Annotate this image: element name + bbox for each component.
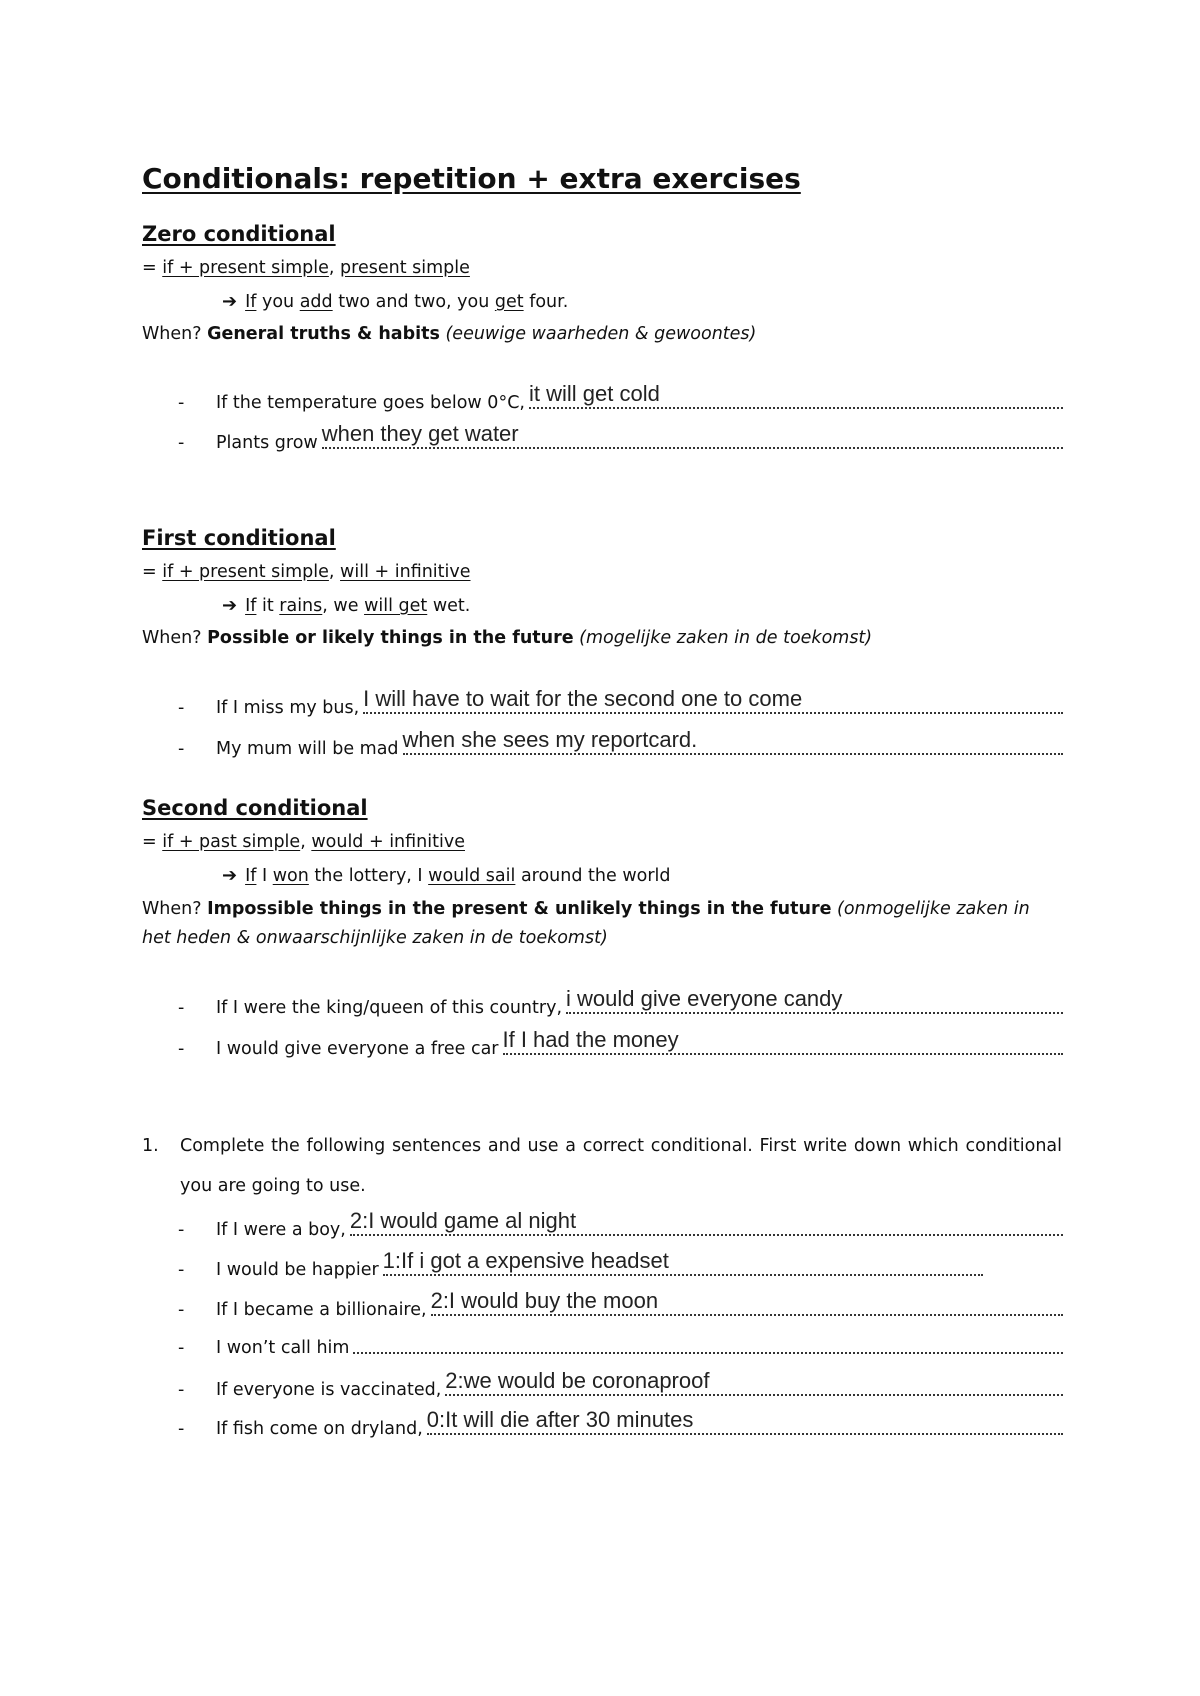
example-text: the lottery, I [308, 866, 429, 886]
answer-field[interactable] [502, 1027, 1064, 1055]
answer-text: when they get water [321, 421, 519, 446]
list-dash: - [178, 1419, 185, 1439]
answer-field[interactable] [349, 1208, 1063, 1236]
second-conditional-example [222, 865, 671, 886]
formula-separator: , [328, 562, 341, 582]
when-label: When? [142, 899, 208, 919]
list-dash: - [178, 698, 185, 718]
exercise-prompt: Plants grow [216, 433, 318, 453]
zero-conditional-heading: Zero conditional [142, 222, 336, 246]
example-text: I [256, 866, 273, 886]
formula-part-a: if + present simple [162, 258, 329, 278]
task-row [178, 1368, 1063, 1400]
formula-separator: , [300, 832, 312, 852]
exercise-row [178, 986, 1063, 1018]
formula-equals: = [142, 258, 163, 278]
usage-description: Possible or likely things in the future [207, 628, 574, 648]
exercise-row [178, 686, 1063, 718]
list-dash: - [178, 1039, 185, 1059]
example-word: rains [279, 596, 323, 616]
list-dash: - [178, 393, 185, 413]
example-text: wet. [427, 596, 471, 616]
answer-text: 2:I would game al night [349, 1208, 577, 1233]
exercise-prompt: I would give everyone a free car [216, 1039, 499, 1059]
when-label: When? [142, 628, 208, 648]
answer-text: when she sees my reportcard. [402, 727, 698, 752]
first-conditional-example [222, 595, 470, 616]
formula-part-a: if + past simple [162, 832, 301, 852]
answer-field[interactable] [445, 1368, 1063, 1396]
answer-text: I will have to wait for the second one to come [363, 686, 803, 711]
formula-part-b: present simple [340, 258, 470, 278]
exercise-row [178, 727, 1063, 759]
answer-text: If I had the money [502, 1027, 679, 1052]
usage-translation: (mogelijke zaken in de toekomst) [573, 628, 873, 648]
formula-separator: , [328, 258, 341, 278]
answer-text: it will get cold [528, 381, 660, 406]
formula-part-b: will + infinitive [340, 562, 471, 582]
second-conditional-heading: Second conditional [142, 796, 368, 820]
exercise-prompt: If the temperature goes below 0°C, [216, 393, 525, 413]
task-instructions [142, 1126, 1062, 1206]
usage-description: Impossible things in the present & unlikely things in the future [207, 899, 832, 919]
arrow-icon: ➔ [222, 291, 238, 312]
answer-field[interactable] [430, 1288, 1063, 1316]
formula-part-a: if + present simple [162, 562, 329, 582]
example-word: would sail [428, 866, 516, 886]
answer-field[interactable] [528, 381, 1063, 409]
formula-equals: = [142, 832, 163, 852]
answer-field[interactable] [566, 986, 1063, 1014]
arrow-icon: ➔ [222, 595, 238, 616]
usage-description: General truths & habits [207, 324, 440, 344]
example-word: won [272, 866, 309, 886]
formula-equals: = [142, 562, 163, 582]
answer-text: i would give everyone candy [566, 986, 843, 1011]
zero-conditional-formula [142, 258, 470, 278]
first-conditional-heading: First conditional [142, 526, 336, 550]
example-text: it [256, 596, 280, 616]
example-text: two and two, you [332, 292, 495, 312]
task-number: 1. [142, 1136, 159, 1156]
first-conditional-formula [142, 562, 471, 582]
usage-translation: (onmogelijke zaken in het heden & onwaarschijnlijke zaken in de toekomst) [142, 899, 1030, 948]
exercise-prompt: I won’t call him [216, 1338, 350, 1358]
example-word: If [245, 292, 257, 312]
answer-field[interactable] [426, 1407, 1063, 1435]
page-title: Conditionals: repetition + extra exercises [142, 162, 801, 195]
list-dash: - [178, 433, 185, 453]
list-dash: - [178, 739, 185, 759]
task-row [178, 1208, 1063, 1240]
example-word: add [299, 292, 333, 312]
example-word: get [494, 292, 524, 312]
exercise-prompt: If fish come on dryland, [216, 1419, 423, 1439]
answer-text: 2:we would be coronaproof [445, 1368, 710, 1393]
example-text: , we [322, 596, 365, 616]
answer-field[interactable] [382, 1248, 983, 1276]
list-dash: - [178, 1300, 185, 1320]
answer-field[interactable] [353, 1330, 1063, 1354]
task-text: Complete the following sentences and use a correct conditional. First write down which conditional you are going to use. [180, 1136, 1062, 1196]
answer-text: 0:It will die after 30 minutes [426, 1407, 694, 1432]
exercise-prompt: If I became a billionaire, [216, 1300, 427, 1320]
answer-text: 1:If i got a expensive headset [382, 1248, 669, 1273]
exercise-row [178, 1027, 1063, 1059]
exercise-prompt: If I miss my bus, [216, 698, 360, 718]
formula-part-b: would + infinitive [311, 832, 465, 852]
answer-field[interactable] [402, 727, 1063, 755]
example-word: If [245, 596, 257, 616]
answer-field[interactable] [321, 421, 1063, 449]
second-conditional-formula [142, 832, 465, 852]
exercise-prompt: If everyone is vaccinated, [216, 1380, 442, 1400]
list-dash: - [178, 998, 185, 1018]
example-text: around the world [515, 866, 671, 886]
second-conditional-usage [142, 895, 1062, 953]
zero-conditional-example [222, 291, 568, 312]
example-text: four. [523, 292, 569, 312]
example-word: will get [364, 596, 428, 616]
zero-conditional-usage [142, 320, 1062, 349]
task-row [178, 1407, 1063, 1439]
exercise-row [178, 381, 1063, 413]
task-row [178, 1288, 1063, 1320]
exercise-prompt: I would be happier [216, 1260, 379, 1280]
arrow-icon: ➔ [222, 865, 238, 886]
task-row [178, 1330, 1063, 1358]
exercise-prompt: If I were a boy, [216, 1220, 346, 1240]
usage-translation: (eeuwige waarheden & gewoontes) [439, 324, 757, 344]
task-row [178, 1248, 1063, 1280]
when-label: When? [142, 324, 208, 344]
first-conditional-usage [142, 624, 1062, 653]
answer-field[interactable] [363, 686, 1063, 714]
example-text: you [256, 292, 300, 312]
list-dash: - [178, 1380, 185, 1400]
example-word: If [245, 866, 257, 886]
exercise-row [178, 421, 1063, 453]
list-dash: - [178, 1260, 185, 1280]
exercise-prompt: My mum will be mad [216, 739, 399, 759]
exercise-prompt: If I were the king/queen of this country, [216, 998, 563, 1018]
list-dash: - [178, 1338, 185, 1358]
list-dash: - [178, 1220, 185, 1240]
answer-text: 2:I would buy the moon [430, 1288, 659, 1313]
